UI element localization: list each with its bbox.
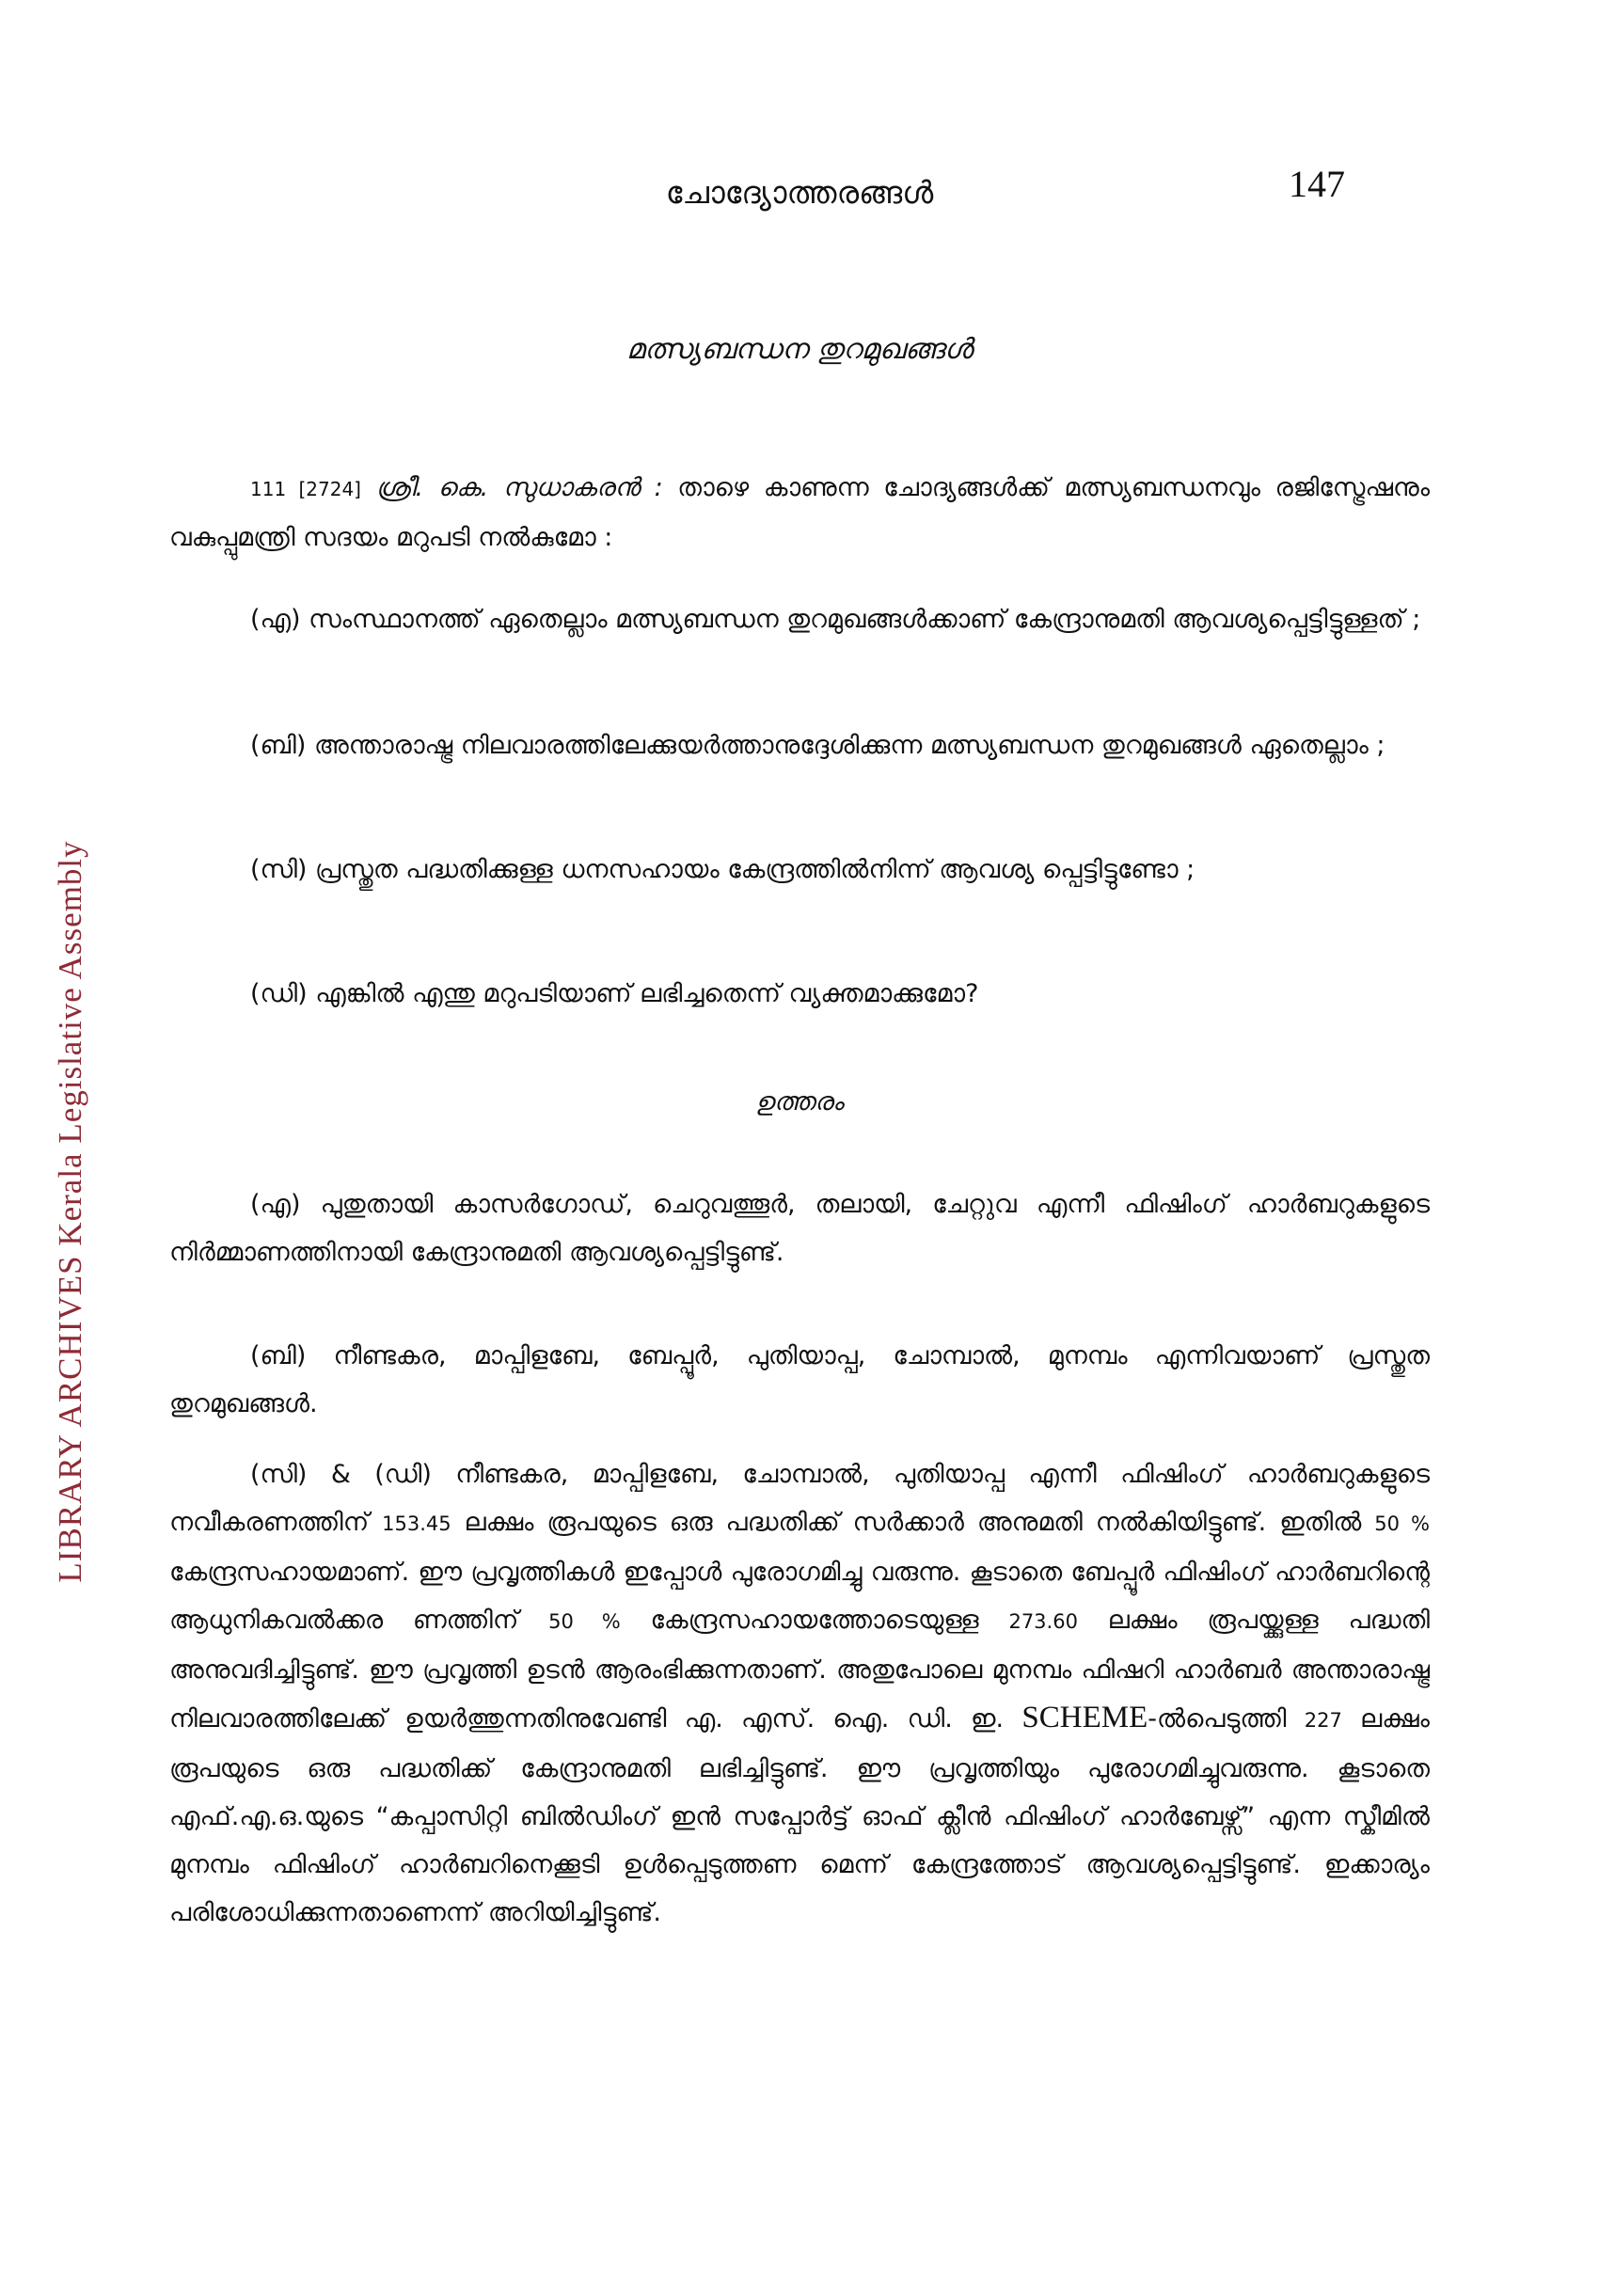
answer-item-cd [169,1450,1430,1937]
section-title: മത്സ്യബന്ധന തുറമുഖങ്ങൾ [626,333,973,366]
amount-153: 153.45 [382,1512,451,1535]
answer-title: ഉത്തരം [755,1087,844,1116]
question-item-b: (ബി) അന്താരാഷ്ട്ര നിലവാരത്തിലേക്കുയർത്താനുദ്ദേശിക്കുന്ന മത്സ്യബന്ധന തുറമുഖങ്ങൾ ഏതെല്ലാം ; [250,731,1385,760]
question-intro [169,464,1430,562]
answer-cd-text: -ൽപെടുത്തി [1148,1704,1287,1734]
question-item-a: (എ) സംസ്ഥാനത്ത് ഏതെല്ലാം മത്സ്യബന്ധന തുറമുഖങ്ങൾക്കാണ് കേന്ദ്രാനുമതി ആവശ്യപ്പെട്ടിട്ടുള്ളത് ; [250,605,1421,634]
amount-227: 227 [1304,1709,1342,1732]
member-name: ശ്രീ. കെ. സുധാകരൻ : [375,473,663,502]
scheme-word: SCHEME [1021,1701,1148,1734]
question-intro-text: താഴെ കാണുന്ന ചോദ്യങ്ങൾക്ക് മത്സ്യബന്ധനവും രജിസ്ട്രേഷനും വകുപ്പുമന്ത്രി സദയം മറുപടി നൽകുമോ : [169,473,1431,552]
answer-cd-text: ലക്ഷം രൂപയുടെ ഒരു പദ്ധതിക്ക് കേന്ദ്രാനുമതി ലഭിച്ചിട്ടുണ്ട്. ഈ പ്രവൃത്തിയും പുരോഗമിച്ചുവരുന്നു. കൂടാതെ എഫ്.എ.ഒ.യുടെ “കപ്പാസിറ്റി ബിൽഡിംഗ് ഇൻ സപ്പോർട്ട് ഓഫ് ക്ലീൻ ഫിഷിംഗ് ഹാർബേഴ്സ്” എന്ന സ്കീമിൽ മുനമ്പം ഫിഷിംഗ് ഹാർബറിനെക്കൂടി ഉൾപ്പെടുത്തണ മെന്ന് കേന്ദ്രത്തോട് ആവശ്യപ്പെട്ടിട്ടുണ്ട്. ഇക്കാര്യം പരിശോധിക്കുന്നതാണെന്ന് അറിയിച്ചിട്ടുണ്ട്. [169,1704,1430,1927]
archive-watermark: LIBRARY ARCHIVES Kerala Legislative Assembly [52,840,88,1583]
page-number: 147 [1289,163,1345,205]
answer-cd-text: ലക്ഷം രൂപയുടെ ഒരു പദ്ധതിക്ക് സർക്കാർ അനുമതി നൽകിയിട്ടുണ്ട്. ഇതിൽ [464,1508,1362,1537]
answer-item-a: (എ) പുതുതായി കാസർഗോഡ്, ചെറുവത്തൂർ, തലായി, ചേറ്റുവ എന്നീ ഫിഷിംഗ് ഹാർബറുകളുടെ നിർമ്മാണത്തിനായി കേന്ദ്രാനുമതി ആവശ്യപ്പെട്ടിട്ടുണ്ട്. [169,1190,1430,1267]
percent-50: 50 % [1374,1512,1430,1535]
answer-cd-text: (സി) & (ഡി) നീണ്ടകര, മാപ്പിളബേ, ചോമ്പാൽ, പുതിയാപ്പ എന്നീ ഫിഷിംഗ് ഹാർബറുകളുടെ നവീകരണത്തിന് [169,1460,1430,1537]
answer-item-b: (ബി) നീണ്ടകര, മാപ്പിളബേ, ബേപ്പൂർ, പുതിയാപ്പ, ചോമ്പാൽ, മുനമ്പം എന്നിവയാണ് പ്രസ്തുത തുറമുഖങ്ങൾ. [169,1341,1430,1418]
answer-cd-text: കേന്ദ്രസഹായമാണ്. ഈ പ്രവൃത്തികൾ ഇപ്പോൾ പുരോഗമിച്ചു വരുന്നു. കൂടാതെ ബേപ്പൂർ ഫിഷിംഗ് ഹാർബറിന്റെ ആധുനികവൽക്കര ണത്തിന് [169,1558,1430,1635]
answer-cd-text: ലക്ഷം രൂപയ്ക്കുള്ള പദ്ധതി അനുവദിച്ചിട്ടുണ്ട്. ഈ പ്രവൃത്തി ഉടൻ ആരംഭിക്കുന്നതാണ്. അതുപോലെ മുനമ്പം ഫിഷറി ഹാർബർ അന്താരാഷ്ട്ര നിലവാരത്തിലേക്ക് ഉയർത്തുന്നതിനുവേണ്ടി എ. എസ്. ഐ. ഡി. ഇ. [169,1606,1431,1734]
percent-50: 50 % [548,1610,621,1633]
question-number: 111 [2724] [250,478,361,500]
amount-273: 273.60 [1008,1610,1078,1633]
running-title: ചോദ്യോത്തരങ്ങൾ [665,174,934,211]
question-item-d: (ഡി) എങ്കിൽ എന്തു മറുപടിയാണ് ലഭിച്ചതെന്ന് വ്യക്തമാക്കുമോ? [250,979,979,1008]
question-item-c: (സി) പ്രസ്തുത പദ്ധതിക്കുള്ള ധനസഹായം കേന്ദ്രത്തിൽനിന്ന് ആവശ്യ പ്പെട്ടിട്ടുണ്ടോ ; [250,855,1195,884]
answer-cd-text: കേന്ദ്രസഹായത്തോടെയുള്ള [650,1606,979,1635]
